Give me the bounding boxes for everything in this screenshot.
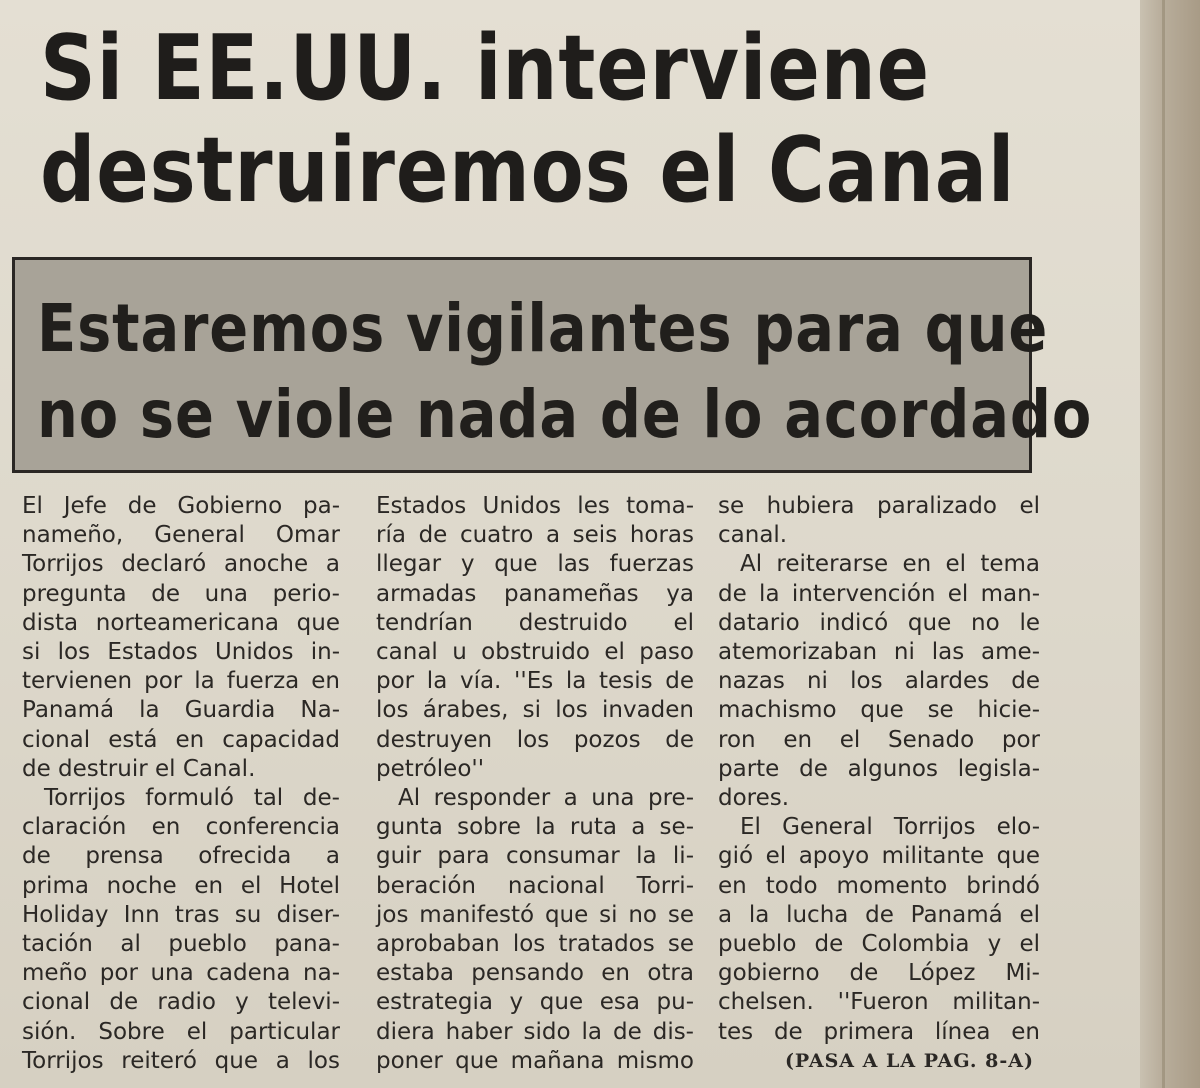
article-line: Al responder a una pre-	[398, 785, 694, 812]
subheadline-line-1: Estaremos vigilantes para que	[37, 290, 1049, 367]
article-line: El Jefe de Gobierno pa-	[22, 493, 340, 519]
article-line: llegar y que las fuerzas	[376, 551, 694, 578]
article-line: cional está en capacidad	[22, 726, 340, 753]
article-line: estaba pensando en otra	[376, 960, 694, 987]
article-line: datario indicó que no le	[718, 609, 1040, 636]
subheadline	[37, 286, 1093, 458]
article-line: Holiday Inn tras su diser-	[22, 901, 340, 928]
subheadline-box	[12, 257, 1093, 473]
article-line: sión. Sobre el particular	[22, 1018, 340, 1045]
article-line: se hubiera paralizado el	[718, 493, 1040, 519]
article-column-1	[22, 492, 340, 1076]
article-line: meño por una cadena na-	[22, 960, 340, 987]
article-line: guir para consumar la li-	[376, 843, 694, 870]
article-line: parte de algunos legisla-	[718, 755, 1040, 782]
article-line: canal u obstruido el paso	[376, 639, 694, 666]
article-line: canal.	[718, 522, 788, 549]
article-line: machismo que se hicie-	[718, 697, 1040, 724]
article-line: atemorizaban ni las ame-	[718, 639, 1040, 666]
article-line: beración nacional Torri-	[376, 872, 694, 899]
article-line: claración en conferencia	[22, 814, 340, 841]
article-line: tendrían destruido el	[376, 609, 694, 636]
article-line: tación al pueblo pana-	[22, 931, 340, 958]
article-line: Torrijos formuló tal de-	[44, 785, 340, 812]
article-line: dores.	[718, 785, 790, 812]
article-line: cional de radio y televi-	[22, 989, 340, 1016]
article-line: si los Estados Unidos in-	[22, 639, 340, 666]
article-line: El General Torrijos elo-	[740, 814, 1040, 841]
headline-line-1: Si EE.UU. interviene	[40, 16, 930, 121]
article-line: de destruir el Canal.	[22, 755, 256, 782]
article-line: Estados Unidos les toma-	[376, 493, 694, 519]
article-line: pregunta de una perio-	[22, 580, 340, 607]
page-crease	[1162, 0, 1165, 1088]
subheadline-line-2: no se viole nada de lo acordado	[37, 376, 1093, 453]
article-line: poner que mañana mismo	[376, 1047, 694, 1074]
article-line: de la intervención el man-	[718, 580, 1040, 607]
article-line: jos manifestó que si no se	[376, 901, 694, 928]
article-line: los árabes, si los invaden	[376, 697, 694, 724]
article-column-2	[376, 492, 694, 1076]
article-line: Torrijos reiteró que a los	[22, 1047, 340, 1074]
article-line: tervienen por la fuerza en	[22, 668, 340, 695]
article-line: por la vía. ''Es la tesis de	[376, 668, 694, 695]
article-line: Panamá la Guardia Na-	[22, 697, 340, 724]
article-line: prima noche en el Hotel	[22, 872, 340, 899]
headline-line-2: destruiremos el Canal	[40, 118, 1016, 223]
article-line: estrategia y que esa pu-	[376, 989, 694, 1016]
article-line: dista norteamericana que	[22, 609, 340, 636]
article-line: Al reiterarse en el tema	[740, 551, 1040, 578]
article-line: Torrijos declaró anoche a	[22, 551, 340, 578]
article-line: ron en el Senado por	[718, 726, 1040, 753]
article-line: aprobaban los tratados se	[376, 931, 694, 958]
article-line: en todo momento brindó	[718, 872, 1040, 899]
article-line: pueblo de Colombia y el	[718, 931, 1040, 958]
article-line: tes de primera línea en	[718, 1018, 1040, 1045]
article-line: destruyen los pozos de	[376, 726, 694, 753]
article-line: armadas panameñas ya	[376, 580, 694, 607]
continuation-note: (PASA A LA PAG. 8-A)	[784, 1049, 1034, 1072]
article-line: a la lucha de Panamá el	[718, 901, 1040, 928]
article-line: diera haber sido la de dis-	[376, 1018, 694, 1045]
article-line: de prensa ofrecida a	[22, 843, 340, 870]
adjacent-page-edge	[1140, 0, 1200, 1088]
headline	[40, 16, 1016, 223]
article-column-3	[718, 492, 1040, 1076]
article-line: nameño, General Omar	[22, 522, 340, 549]
article-line: gió el apoyo militante que	[718, 843, 1040, 870]
article-line: ría de cuatro a seis horas	[376, 522, 694, 549]
article-line: nazas ni los alardes de	[718, 668, 1040, 695]
article-line: petróleo''	[376, 755, 485, 782]
article-line: gobierno de López Mi-	[718, 960, 1040, 987]
article-line: gunta sobre la ruta a se-	[376, 814, 694, 841]
article-line: chelsen. ''Fueron militan-	[718, 989, 1040, 1016]
